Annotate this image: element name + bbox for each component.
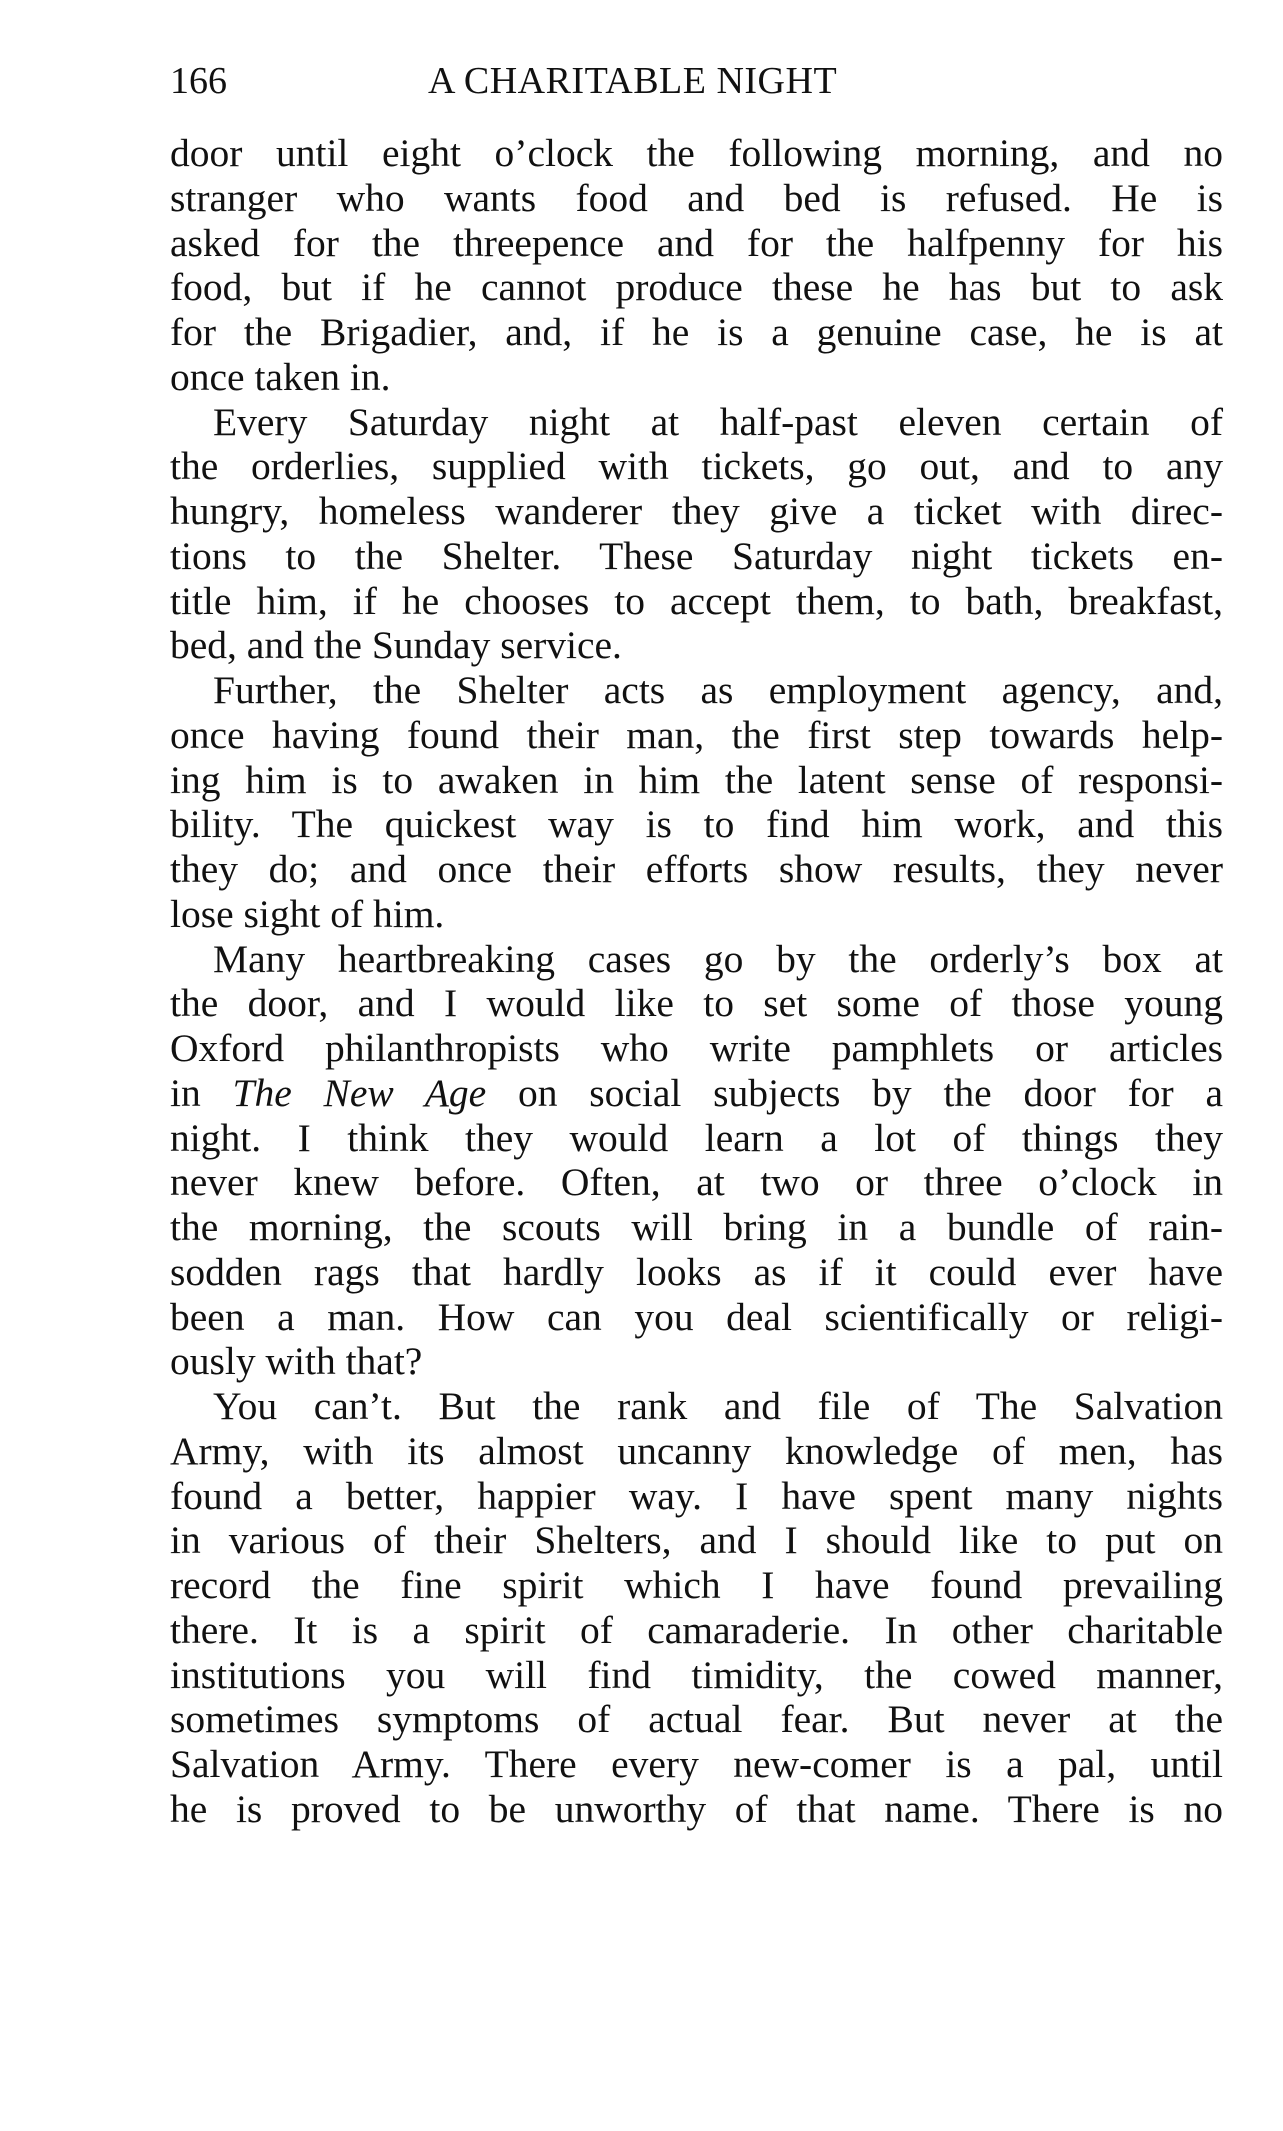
text-line: tions to the Shelter. These Saturday night tickets en- <box>170 533 1223 578</box>
text-line: he is proved to be unworthy of that name. There is no <box>170 1786 1223 1831</box>
text-line: institutions you will find timidity, the cowed manner, <box>170 1652 1223 1697</box>
text-line: Oxford philanthropists who write pamphlets or articles <box>170 1026 1223 1070</box>
text-line: the orderlies, supplied with tickets, go out, and to any <box>170 444 1223 489</box>
text-line: ing him is to awaken in him the latent sense of responsi- <box>170 757 1223 802</box>
running-head <box>170 56 1223 106</box>
text-line: door until eight o’clock the following morning, and no <box>170 131 1223 175</box>
text-line: they do; and once their efforts show results, they never <box>170 847 1223 891</box>
text-line: in The New Age on social subjects by the door for a <box>170 1070 1224 1115</box>
paragraph <box>170 400 1223 669</box>
text-line: found a better, happier way. I have spent many nights <box>170 1473 1223 1518</box>
text-line: You can’t. But the rank and file of The Salvation <box>213 1384 1223 1428</box>
text-line: for the Brigadier, and, if he is a genuine case, he is at <box>170 310 1223 354</box>
text-line: the door, and I would like to set some of those young <box>170 981 1223 1026</box>
paragraph <box>170 1384 1223 1832</box>
paragraph <box>170 937 1223 1385</box>
text-line: once taken in. <box>170 354 391 399</box>
text-line: night. I think they would learn a lot of things they <box>170 1115 1223 1160</box>
text-line: Army, with its almost uncanny knowledge of men, has <box>170 1428 1223 1473</box>
text-line: asked for the threepence and for the halfpenny for his <box>170 220 1223 265</box>
paragraph <box>170 668 1223 937</box>
text-line: sodden rags that hardly looks as if it could ever have <box>170 1249 1223 1294</box>
text-line: hungry, homeless wanderer they give a ticket with direc- <box>170 489 1223 533</box>
text-line: bility. The quickest way is to find him work, and this <box>170 802 1223 847</box>
italic-title: The New Age <box>232 1070 487 1115</box>
text-line: in various of their Shelters, and I should like to put on <box>170 1518 1223 1563</box>
text-line: the morning, the scouts will bring in a bundle of rain- <box>170 1205 1223 1249</box>
text-line: lose sight of him. <box>170 891 445 936</box>
text-line: been a man. How can you deal scientifically or religi- <box>170 1294 1223 1339</box>
text-line: Every Saturday night at half-past eleven certain of <box>213 399 1223 444</box>
text-line: Many heartbreaking cases go by the orderly’s box at <box>213 936 1223 981</box>
text-line: never knew before. Often, at two or three o’clock in <box>170 1160 1223 1205</box>
text-line: sometimes symptoms of actual fear. But never at the <box>170 1697 1223 1742</box>
text-line: stranger who wants food and bed is refused. He is <box>170 175 1223 220</box>
page-number: 166 <box>170 60 227 102</box>
text-line: food, but if he cannot produce these he has but to ask <box>170 265 1223 310</box>
text-line: title him, if he chooses to accept them, to bath, breakfast, <box>170 578 1223 623</box>
text-line: once having found their man, the first step towards help- <box>170 712 1223 757</box>
text-line: bed, and the Sunday service. <box>170 623 622 668</box>
text-line: Salvation Army. There every new-comer is a pal, until <box>170 1742 1223 1786</box>
text-line: there. It is a spirit of camaraderie. In other charitable <box>170 1607 1223 1652</box>
text-line: record the fine spirit which I have found prevailing <box>170 1563 1223 1607</box>
text-line: ously with that? <box>170 1339 423 1384</box>
paragraph <box>170 131 1223 400</box>
chapter-title: A CHARITABLE NIGHT <box>428 60 838 102</box>
text-line: Further, the Shelter acts as employment agency, and, <box>213 668 1223 712</box>
body-text <box>170 131 1223 1832</box>
